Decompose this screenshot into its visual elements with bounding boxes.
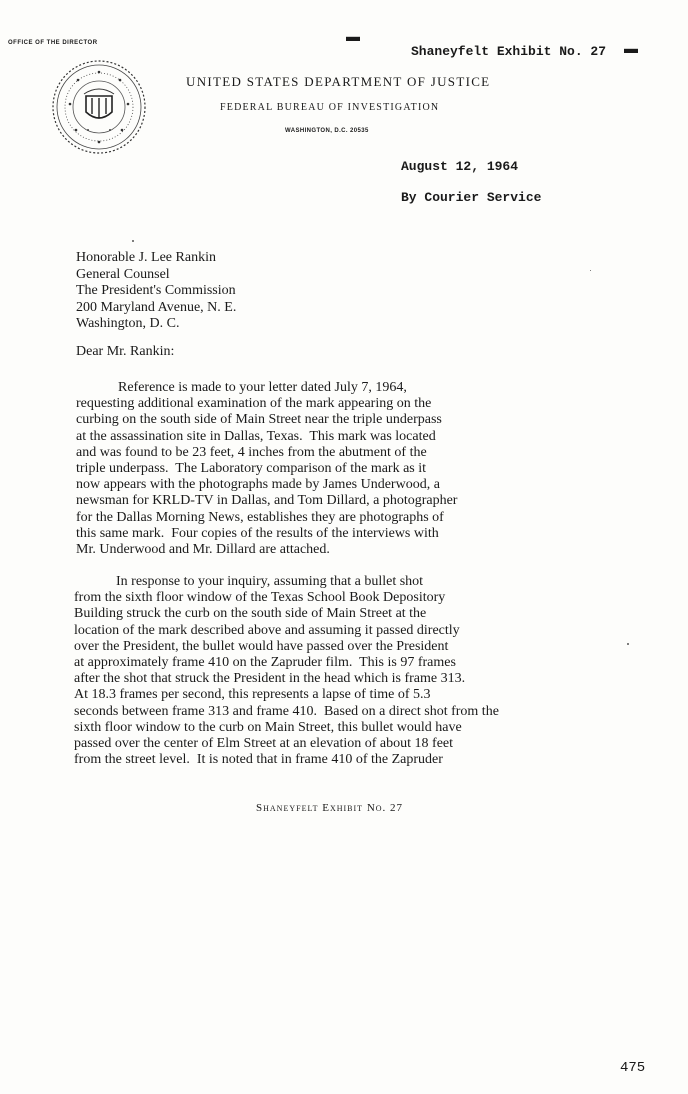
paragraph-line: Reference is made to your letter dated July 7, 1964, (76, 380, 407, 395)
scan-mark: ▬ (624, 40, 638, 56)
body-paragraph-2 (74, 574, 499, 768)
paragraph-line: at the assassination site in Dallas, Texas. This mark was located (76, 428, 436, 444)
fbi-seal-icon (48, 58, 150, 156)
paragraph-line: at approximately frame 410 on the Zapruder film. This is 97 frames (74, 655, 456, 671)
paragraph-line: seconds between frame 313 and frame 410. Based on a direct shot from the (74, 703, 499, 719)
address-line: Honorable J. Lee Rankin (76, 250, 216, 265)
paragraph-line: curbing on the south side of Main Street near the triple underpass (76, 412, 442, 428)
paragraph-line: and was found to be 23 feet, 4 inches from the abutment of the (76, 444, 427, 460)
paragraph-line: Building struck the curb on the south side of Main Street at the (74, 606, 427, 622)
address-line: 200 Maryland Avenue, N. E. (76, 299, 237, 315)
recipient-address (76, 250, 236, 333)
paragraph-line: At 18.3 frames per second, this represents a lapse of time of 5.3 (74, 687, 431, 703)
paragraph-line: newsman for KRLD-TV in Dallas, and Tom Dillard, a photographer (76, 493, 458, 509)
page-number: 475 (620, 1060, 646, 1076)
paragraph-line: In response to your inquiry, assuming that a bullet shot (74, 574, 424, 589)
salutation: Dear Mr. Rankin: (76, 344, 175, 359)
city-line: WASHINGTON, D.C. 20535 (285, 128, 369, 134)
paragraph-line: over the President, the bullet would have passed over the President (74, 638, 449, 654)
paragraph-line: this same mark. Four copies of the results of the interviews with (76, 525, 439, 541)
body-paragraph-1 (76, 380, 457, 558)
scan-speck (590, 270, 591, 271)
paragraph-line: now appears with the photographs made by James Underwood, a (76, 477, 440, 493)
paragraph-line: for the Dallas Morning News, establishes they are photographs of (76, 509, 444, 525)
address-line: General Counsel (76, 266, 170, 282)
office-of-director-line: OFFICE OF THE DIRECTOR (8, 40, 98, 46)
address-line: Washington, D. C. (76, 316, 180, 331)
exhibit-caption: Shaneyfelt Exhibit No. 27 (256, 802, 404, 814)
paragraph-line: requesting additional examination of the mark appearing on the (76, 396, 432, 412)
department-heading: UNITED STATES DEPARTMENT OF JUSTICE (186, 74, 491, 89)
paragraph-line: location of the mark described above and assuming it passed directly (74, 622, 460, 638)
delivery-method: By Courier Service (401, 190, 542, 205)
scan-mark: ▬ (346, 28, 360, 44)
scan-speck (132, 240, 134, 242)
paragraph-line: passed over the center of Elm Street at an elevation of about 18 feet (74, 736, 454, 752)
paragraph-line: sixth floor window to the curb on Main Street, this bullet would have (74, 719, 462, 735)
exhibit-label: Shaneyfelt Exhibit No. 27 (411, 44, 607, 59)
paragraph-line: Mr. Underwood and Mr. Dillard are attached. (76, 542, 330, 558)
paragraph-line: after the shot that struck the President in the head which is frame 313. (74, 671, 466, 687)
bureau-heading: FEDERAL BUREAU OF INVESTIGATION (220, 102, 440, 113)
scan-speck (627, 643, 629, 645)
paragraph-line: from the sixth floor window of the Texas School Book Depository (74, 590, 446, 606)
letter-date: August 12, 1964 (401, 159, 519, 174)
paragraph-line: triple underpass. The Laboratory comparison of the mark as it (76, 461, 427, 477)
paragraph-line: from the street level. It is noted that in frame 410 of the Zapruder (74, 752, 443, 768)
address-line: The President's Commission (76, 283, 236, 298)
